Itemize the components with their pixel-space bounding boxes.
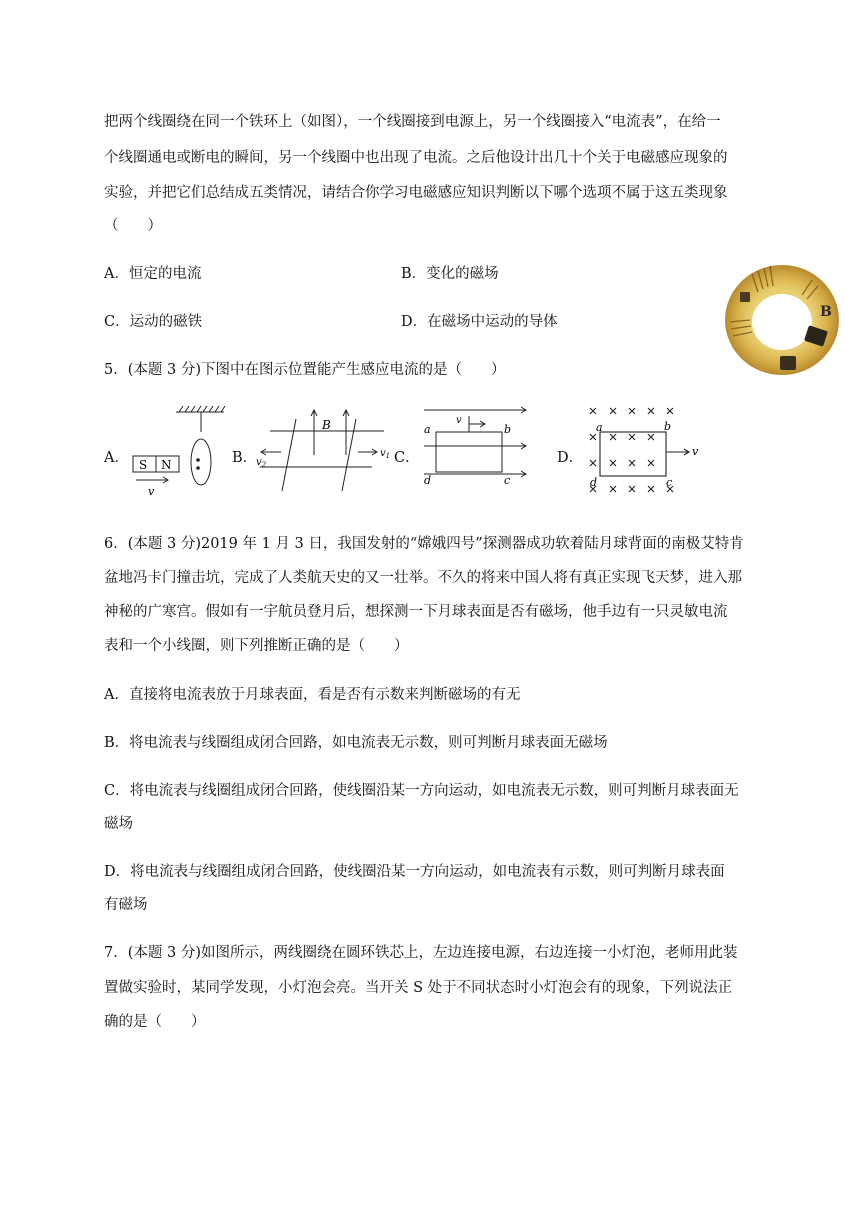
corner-b-label-d: b bbox=[664, 420, 672, 433]
q4-option-b: B．变化的磁场 bbox=[401, 266, 499, 282]
q7-line-2: 置做实验时，某同学发现，小灯泡会亮。当开关 S 处于不同状态时小灯泡会有的现象，下列说法正 bbox=[104, 980, 733, 996]
q5-label-a: A． bbox=[104, 450, 129, 466]
q6-option-c-cont: 磁场 bbox=[104, 816, 133, 832]
q4-option-d: D．在磁场中运动的导体 bbox=[401, 314, 558, 330]
q7-line-3: 确的是（ ） bbox=[104, 1014, 206, 1030]
corner-d-label-d: d bbox=[590, 476, 598, 489]
q4-line-3: 实验，并把它们总结成五类情况，请结合你学习电磁感应知识判断以下哪个选项不属于这五类现象 bbox=[104, 185, 728, 201]
q6-line-1: 6．(本题 3 分)2019 年 1 月 3 日，我国发射的“嫦娥四号”探测器成功软着陆月球背面的南极艾特肯 bbox=[104, 536, 744, 552]
magnet-s-label: S bbox=[139, 458, 148, 472]
velocity-v1-label: $v_1$ bbox=[380, 448, 391, 460]
q6-line-3: 神秘的广寒宫。假如有一宇航员登月后，想探测一下月球表面是否有磁场，他手边有一只灵敏电流 bbox=[104, 604, 728, 620]
corner-a-label-c: a bbox=[424, 423, 431, 436]
velocity-v2-label: $v_2$ bbox=[256, 457, 267, 469]
diagram-b bbox=[254, 405, 392, 497]
q6-option-d-cont: 有磁场 bbox=[104, 897, 148, 913]
q6-option-b: B．将电流表与线圈组成闭合回路，如电流表无示数，则可判断月球表面无磁场 bbox=[104, 735, 608, 751]
q4-line-4: （ ） bbox=[104, 218, 162, 234]
field-b-label: B bbox=[322, 418, 331, 432]
corner-a-label-d: a bbox=[596, 421, 603, 434]
diagram-a bbox=[126, 402, 230, 498]
diagram-c bbox=[418, 402, 530, 496]
q7-line-1: 7．(本题 3 分)如图所示，两线圈绕在圆环铁芯上，左边连接电源，右边连接一小灯泡，老师用此装 bbox=[104, 945, 738, 961]
corner-c-label-d: c bbox=[666, 476, 673, 489]
q6-option-a: A．直接将电流表放于月球表面，看是否有示数来判断磁场的有无 bbox=[104, 687, 521, 703]
q6-option-c: C．将电流表与线圈组成闭合回路，使线圈沿某一方向运动，如电流表无示数，则可判断月球表面无 bbox=[104, 783, 739, 799]
iron-ring-image bbox=[722, 262, 842, 378]
q6-option-d: D．将电流表与线圈组成闭合回路，使线圈沿某一方向运动，如电流表有示数，则可判断月球表面 bbox=[104, 864, 725, 880]
corner-d-label-c: d bbox=[424, 474, 432, 487]
velocity-label-c: v bbox=[456, 415, 462, 426]
q4-option-a: A．恒定的电流 bbox=[104, 266, 202, 282]
q5-stem: 5．(本题 3 分)下图中在图示位置能产生感应电流的是（ ） bbox=[104, 362, 506, 378]
q6-line-2: 盆地冯卡门撞击坑，完成了人类航天史的又一壮举。不久的将来中国人将有真正实现飞天梦，进入那 bbox=[104, 570, 742, 586]
q4-line-1: 把两个线圈绕在同一个铁环上（如图），一个线圈接到电源上，另一个线圈接入“电流表”，在给一 bbox=[104, 114, 721, 130]
ring-letter-b: B bbox=[820, 304, 832, 320]
q5-label-d: D． bbox=[557, 450, 584, 466]
diagram-d bbox=[582, 402, 706, 502]
magnet-n-label: N bbox=[161, 458, 172, 472]
q6-line-4: 表和一个小线圈，则下列推断正确的是（ ） bbox=[104, 638, 409, 654]
q4-line-2: 个线圈通电或断电的瞬间，另一个线圈中也出现了电流。之后他设计出几十个关于电磁感应现象的 bbox=[104, 150, 728, 166]
velocity-label-a: v bbox=[148, 485, 155, 498]
velocity-label-d: v bbox=[692, 445, 699, 458]
corner-c-label-c: c bbox=[504, 474, 511, 487]
q4-option-c: C．运动的磁铁 bbox=[104, 314, 203, 330]
corner-b-label-c: b bbox=[504, 423, 512, 436]
q5-label-c: C． bbox=[394, 450, 420, 466]
q5-label-b: B． bbox=[232, 450, 258, 466]
